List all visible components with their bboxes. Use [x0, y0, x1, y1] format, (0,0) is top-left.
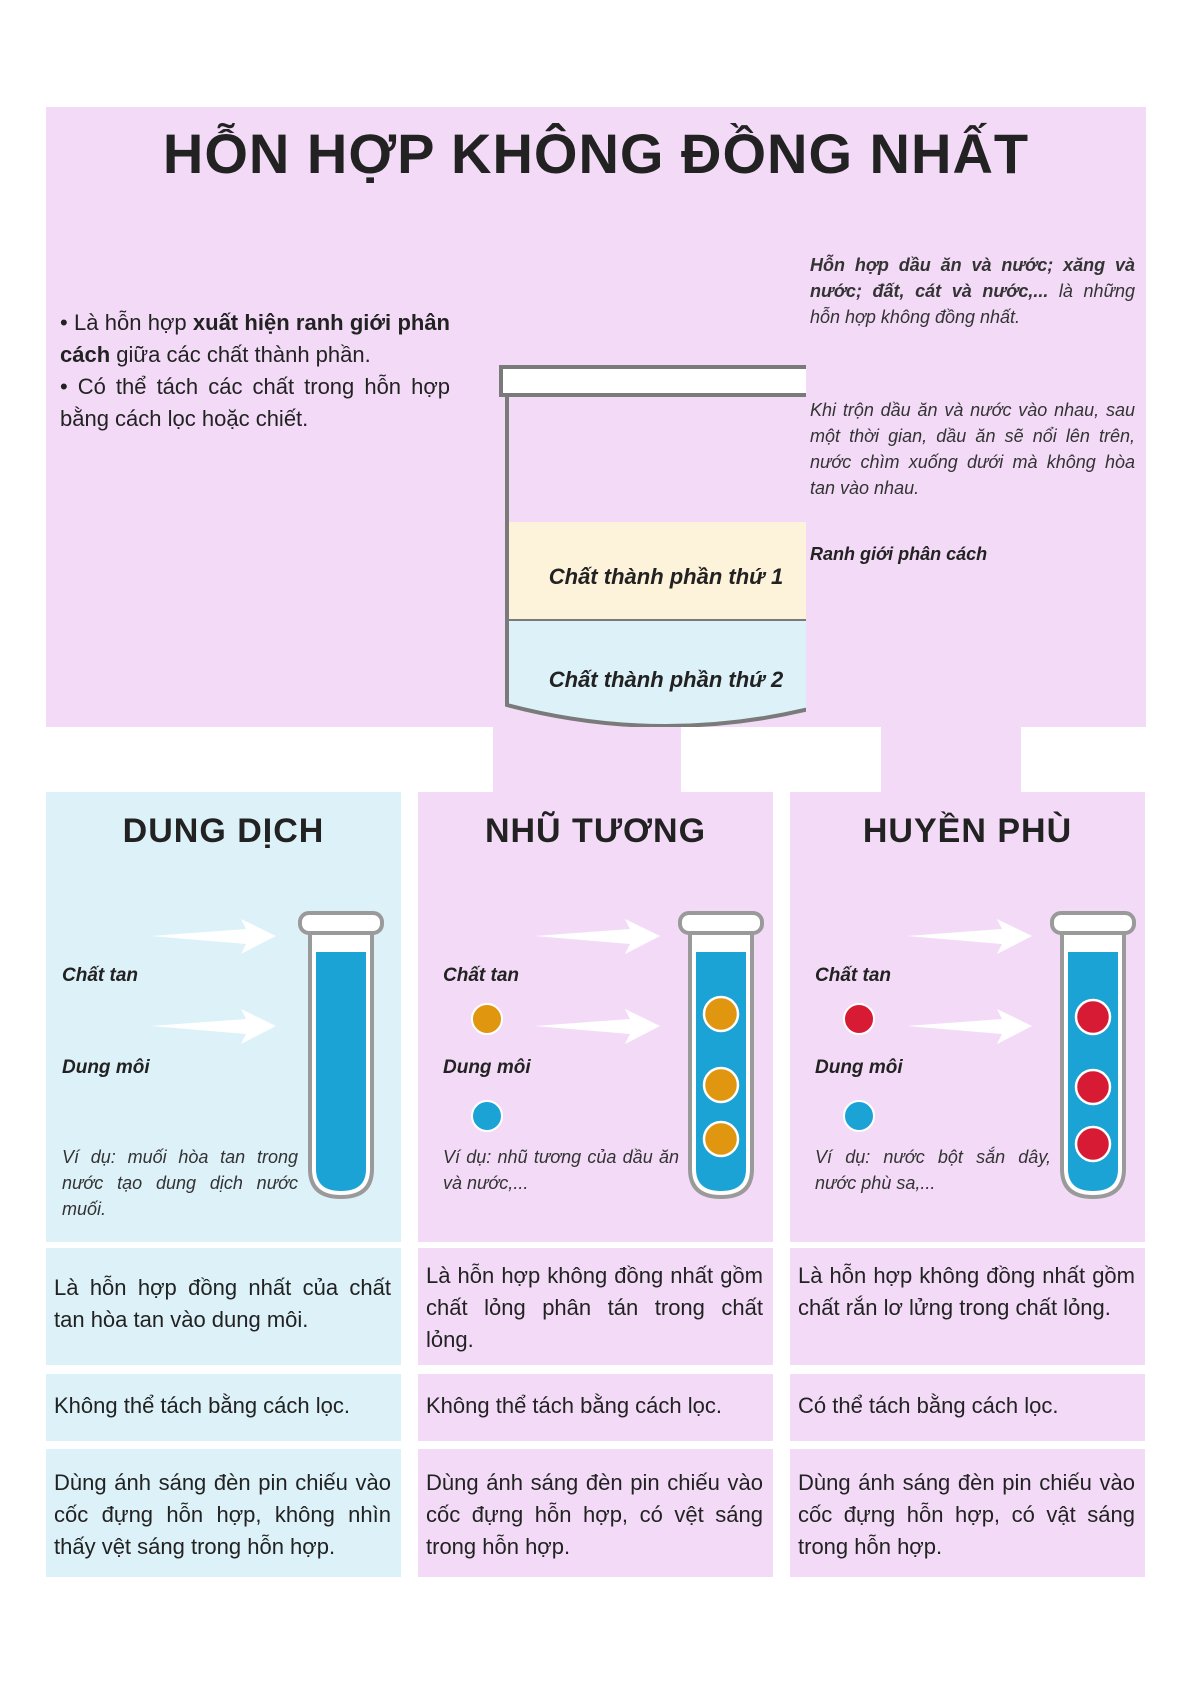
examples-note-rest: là những hỗn hợp không đồng nhất. [810, 281, 1135, 327]
arrow-icon [146, 912, 306, 1012]
solute-particle-icon [842, 1002, 876, 1036]
beaker-diagram [446, 247, 806, 747]
spacer-block [881, 727, 1021, 792]
arrow-icon [902, 912, 1062, 1012]
test-tube-icon [676, 907, 766, 1207]
spacer-block [1021, 727, 1146, 792]
solute-label: Chất tan [815, 965, 891, 986]
solvent-label: Dung môi [62, 1057, 150, 1078]
beaker-rim [501, 367, 806, 395]
spacer-block [46, 727, 493, 792]
top-panel [46, 107, 1146, 727]
column-title: HUYỀN PHÙ [862, 812, 1073, 850]
test-tube-icon [1048, 907, 1138, 1207]
test-tube-icon [296, 907, 386, 1207]
layer-1-label: Chất thành phần thứ 1 [548, 564, 784, 589]
page-title: HỖN HỢP KHÔNG ĐỒNG NHẤT [162, 122, 1030, 185]
solute-particle-icon [470, 1002, 504, 1036]
solvent-label: Dung môi [443, 1057, 531, 1078]
column-huyen-phu [790, 792, 1145, 1242]
solvent-particle-icon [470, 1099, 504, 1133]
definition-cell: Là hỗn hợp đồng nhất của chất tan hòa tan vào dung môi. [46, 1248, 401, 1365]
spacer-block [681, 727, 881, 792]
layer-2-label: Chất thành phần thứ 2 [548, 667, 784, 692]
oil-water-note: Khi trộn dầu ăn và nước vào nhau, sau một thời gian, dầu ăn sẽ nổi lên trên, nước chìm xuống dưới mà không hòa tan vào nhau. [810, 400, 1135, 498]
light-test-cell: Dùng ánh sáng đèn pin chiếu vào cốc đựng hỗn hợp, có vật sáng trong hỗn hợp. [790, 1449, 1145, 1577]
boundary-label: Ranh giới phân cách [810, 544, 988, 564]
filtering-cell: Có thể tách bằng cách lọc. [790, 1374, 1145, 1441]
arrow-icon [530, 912, 690, 1012]
filtering-cell: Không thể tách bằng cách lọc. [46, 1374, 401, 1441]
spacer-block [493, 727, 681, 792]
column-title: DUNG DỊCH [122, 812, 325, 850]
example-text: Ví dụ: nhũ tương của dầu ăn và nước,... [443, 1147, 679, 1193]
light-test-cell: Dùng ánh sáng đèn pin chiếu vào cốc đựng hỗn hợp, có vệt sáng trong hỗn hợp. [418, 1449, 773, 1577]
intro-point-2: • Có thể tách các chất trong hỗn hợp bằng cách lọc hoặc chiết. [60, 374, 450, 431]
solvent-label: Dung môi [815, 1057, 903, 1078]
examples-note [810, 252, 1135, 330]
filtering-cell: Không thể tách bằng cách lọc. [418, 1374, 773, 1441]
arrow-icon [146, 1002, 306, 1102]
intro-point-1 [60, 307, 450, 371]
column-title: NHŨ TƯƠNG [484, 812, 707, 850]
examples-note-bold: Hỗn hợp dầu ăn và nước; xăng và nước; đất, cát và nước,... [810, 255, 1135, 301]
definition-cell: Là hỗn hợp không đồng nhất gồm chất rắn lơ lửng trong chất lỏng. [790, 1248, 1145, 1365]
intro-point-1-bold: xuất hiện ranh giới phân cách [60, 310, 450, 367]
solvent-particle-icon [842, 1099, 876, 1133]
column-nhu-tuong [418, 792, 773, 1242]
intro-point-1-post: giữa các chất thành phần. [110, 342, 371, 367]
intro-text [60, 307, 450, 435]
solute-label: Chất tan [62, 965, 138, 986]
solute-label: Chất tan [443, 965, 519, 986]
example-text: Ví dụ: nước bột sắn dây, nước phù sa,... [815, 1147, 1051, 1193]
intro-point-1-pre: • Là hỗn hợp [60, 310, 193, 335]
example-text: Ví dụ: muối hòa tan trong nước tạo dung dịch nước muối. [62, 1147, 298, 1219]
arrow-icon [530, 1002, 690, 1102]
column-dung-dich [46, 792, 401, 1242]
arrow-icon [902, 1002, 1062, 1102]
light-test-cell: Dùng ánh sáng đèn pin chiếu vào cốc đựng hỗn hợp, không nhìn thấy vệt sáng trong hỗn hợp. [46, 1449, 401, 1577]
definition-cell: Là hỗn hợp không đồng nhất gồm chất lỏng phân tán trong chất lỏng. [418, 1248, 773, 1365]
